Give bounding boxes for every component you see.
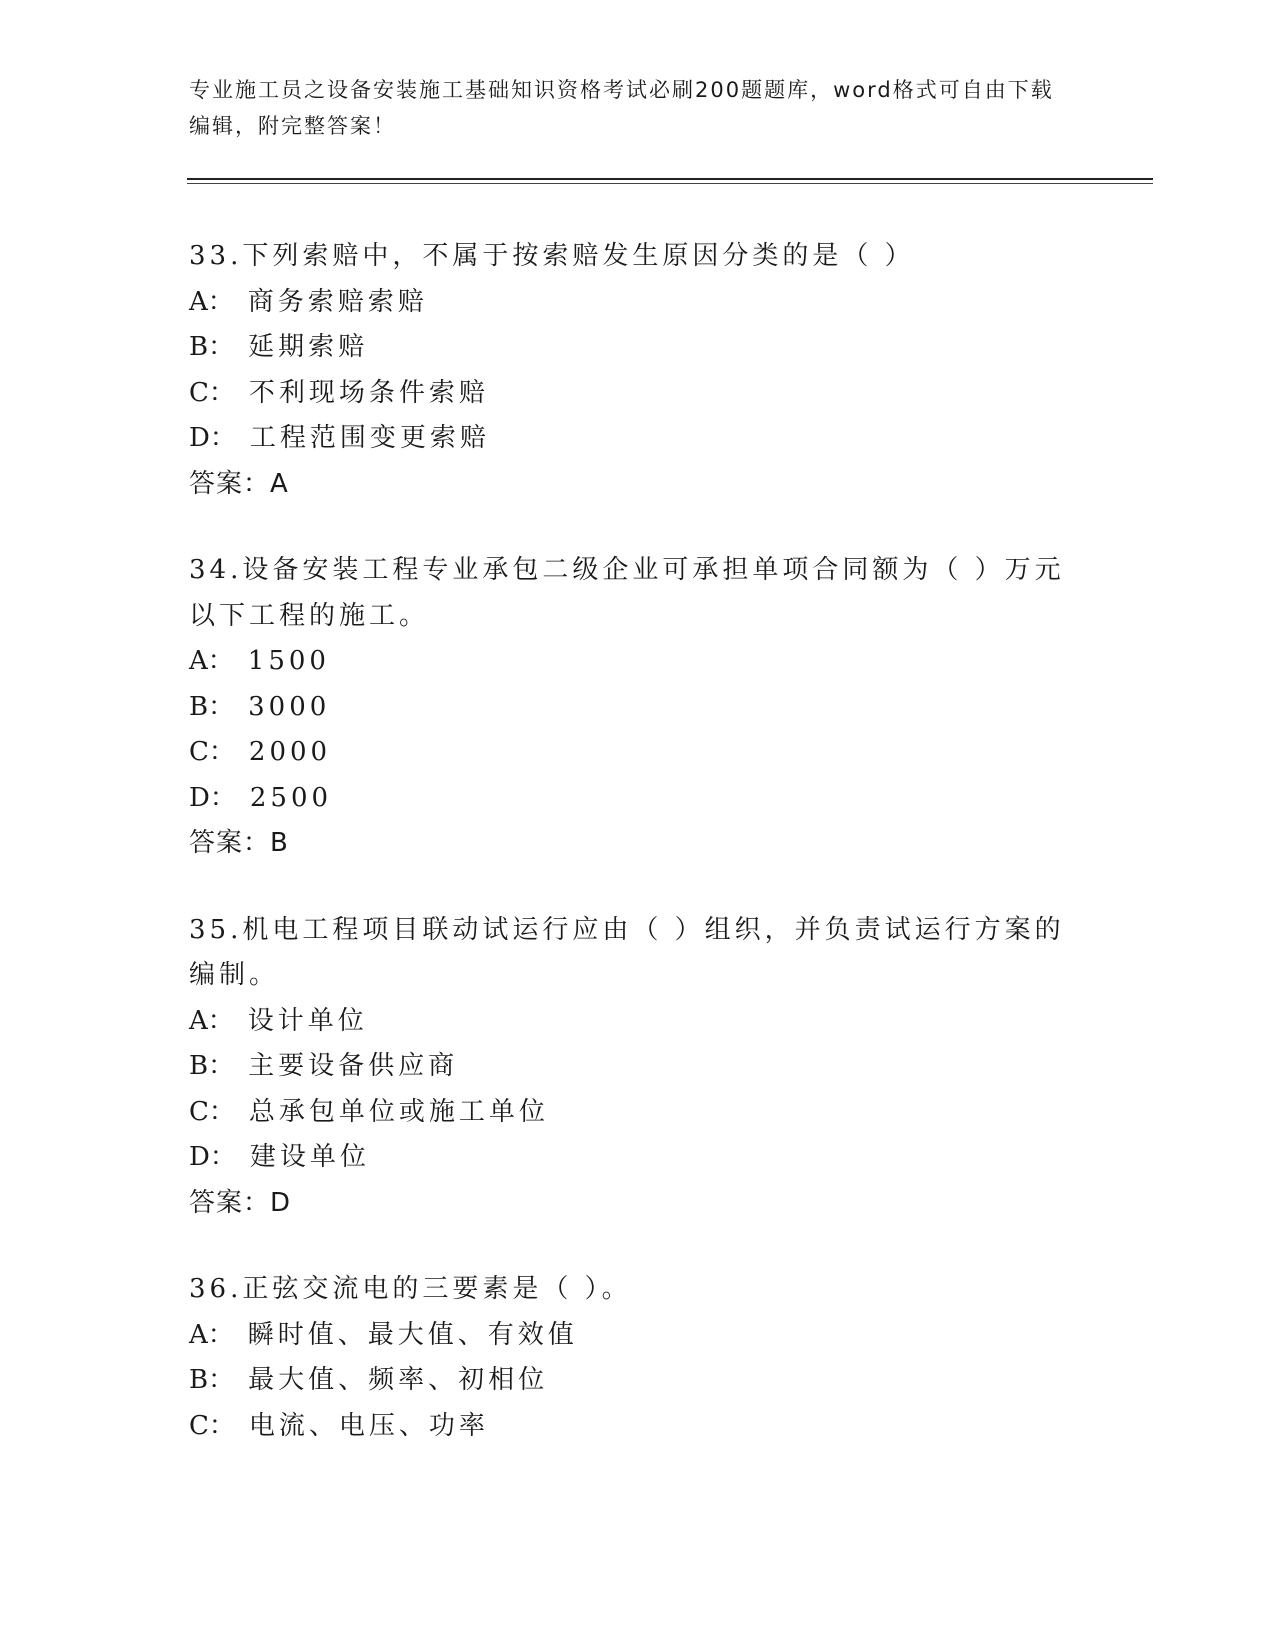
- question-stem: 33.下列索赔中，不属于按索赔发生原因分类的是（ ）: [189, 241, 915, 271]
- option-text: 不利现场条件索赔: [248, 377, 489, 408]
- option-d: [189, 1135, 1069, 1181]
- option-d: [189, 416, 1069, 462]
- answer-line: 答案：B: [189, 828, 289, 858]
- option-c: [189, 1090, 1069, 1136]
- option-key: D：: [189, 423, 236, 453]
- option-text: 工程范围变更索赔: [249, 423, 490, 453]
- header-divider-thin: [187, 183, 1153, 184]
- question-34: [189, 548, 1069, 867]
- question-stem: 35.机电工程项目联动试运行应由（ ）组织，并负责试运行方案的编制。: [189, 914, 1065, 990]
- question-35: [189, 908, 1069, 1227]
- question-33: [189, 234, 1069, 507]
- option-text: 主要设备供应商: [248, 1051, 459, 1081]
- option-key: C：: [189, 377, 235, 408]
- option-key: C：: [189, 1096, 235, 1127]
- option-b: [189, 685, 1069, 731]
- option-key: B：: [189, 1051, 235, 1081]
- question-stem: 36.正弦交流电的三要素是（ ）。: [189, 1274, 632, 1304]
- option-text: 延期索赔: [248, 332, 369, 362]
- option-b: [189, 325, 1069, 371]
- option-text: 2000: [248, 737, 332, 767]
- option-text: 电流、电压、功率: [248, 1410, 489, 1441]
- option-text: 2500: [249, 782, 333, 813]
- option-text: 1500: [247, 646, 330, 676]
- option-text: 瞬时值、最大值、有效值: [247, 1319, 578, 1350]
- option-a: [189, 999, 1069, 1045]
- option-text: 最大值、频率、初相位: [248, 1365, 549, 1395]
- document-header: 专业施工员之设备安装施工基础知识资格考试必刷200题题库，word格式可自由下载编辑，附完整答案！: [189, 78, 1054, 138]
- question-list: [189, 234, 1069, 1490]
- question-stem: 34.设备安装工程专业承包二级企业可承担单项合同额为（ ）万元以下工程的施工。: [189, 555, 1065, 631]
- option-key: A：: [189, 1005, 234, 1036]
- header-divider-thick: [187, 178, 1153, 180]
- option-a: [189, 1313, 1069, 1359]
- option-b: [189, 1358, 1069, 1404]
- option-c: [189, 371, 1069, 417]
- option-a: [189, 639, 1069, 685]
- option-c: [189, 1404, 1069, 1450]
- option-key: A：: [189, 1319, 234, 1350]
- option-d: [189, 776, 1069, 822]
- option-a: [189, 280, 1069, 326]
- answer-line: 答案：A: [189, 468, 289, 499]
- option-key: A：: [189, 646, 234, 676]
- option-key: A：: [189, 286, 234, 317]
- option-key: C：: [189, 737, 235, 767]
- option-key: B：: [189, 691, 235, 722]
- option-key: D：: [189, 1142, 236, 1172]
- option-key: D：: [189, 782, 236, 813]
- option-key: B：: [189, 1365, 235, 1395]
- option-c: [189, 730, 1069, 776]
- option-text: 设计单位: [247, 1005, 368, 1036]
- answer-line: 答案：D: [189, 1187, 292, 1218]
- option-b: [189, 1044, 1069, 1090]
- option-key: B：: [189, 332, 235, 362]
- question-36: [189, 1267, 1069, 1449]
- option-key: C：: [189, 1410, 235, 1441]
- option-text: 建设单位: [249, 1142, 370, 1172]
- option-text: 商务索赔索赔: [247, 286, 428, 317]
- option-text: 3000: [248, 691, 331, 722]
- option-text: 总承包单位或施工单位: [248, 1096, 549, 1127]
